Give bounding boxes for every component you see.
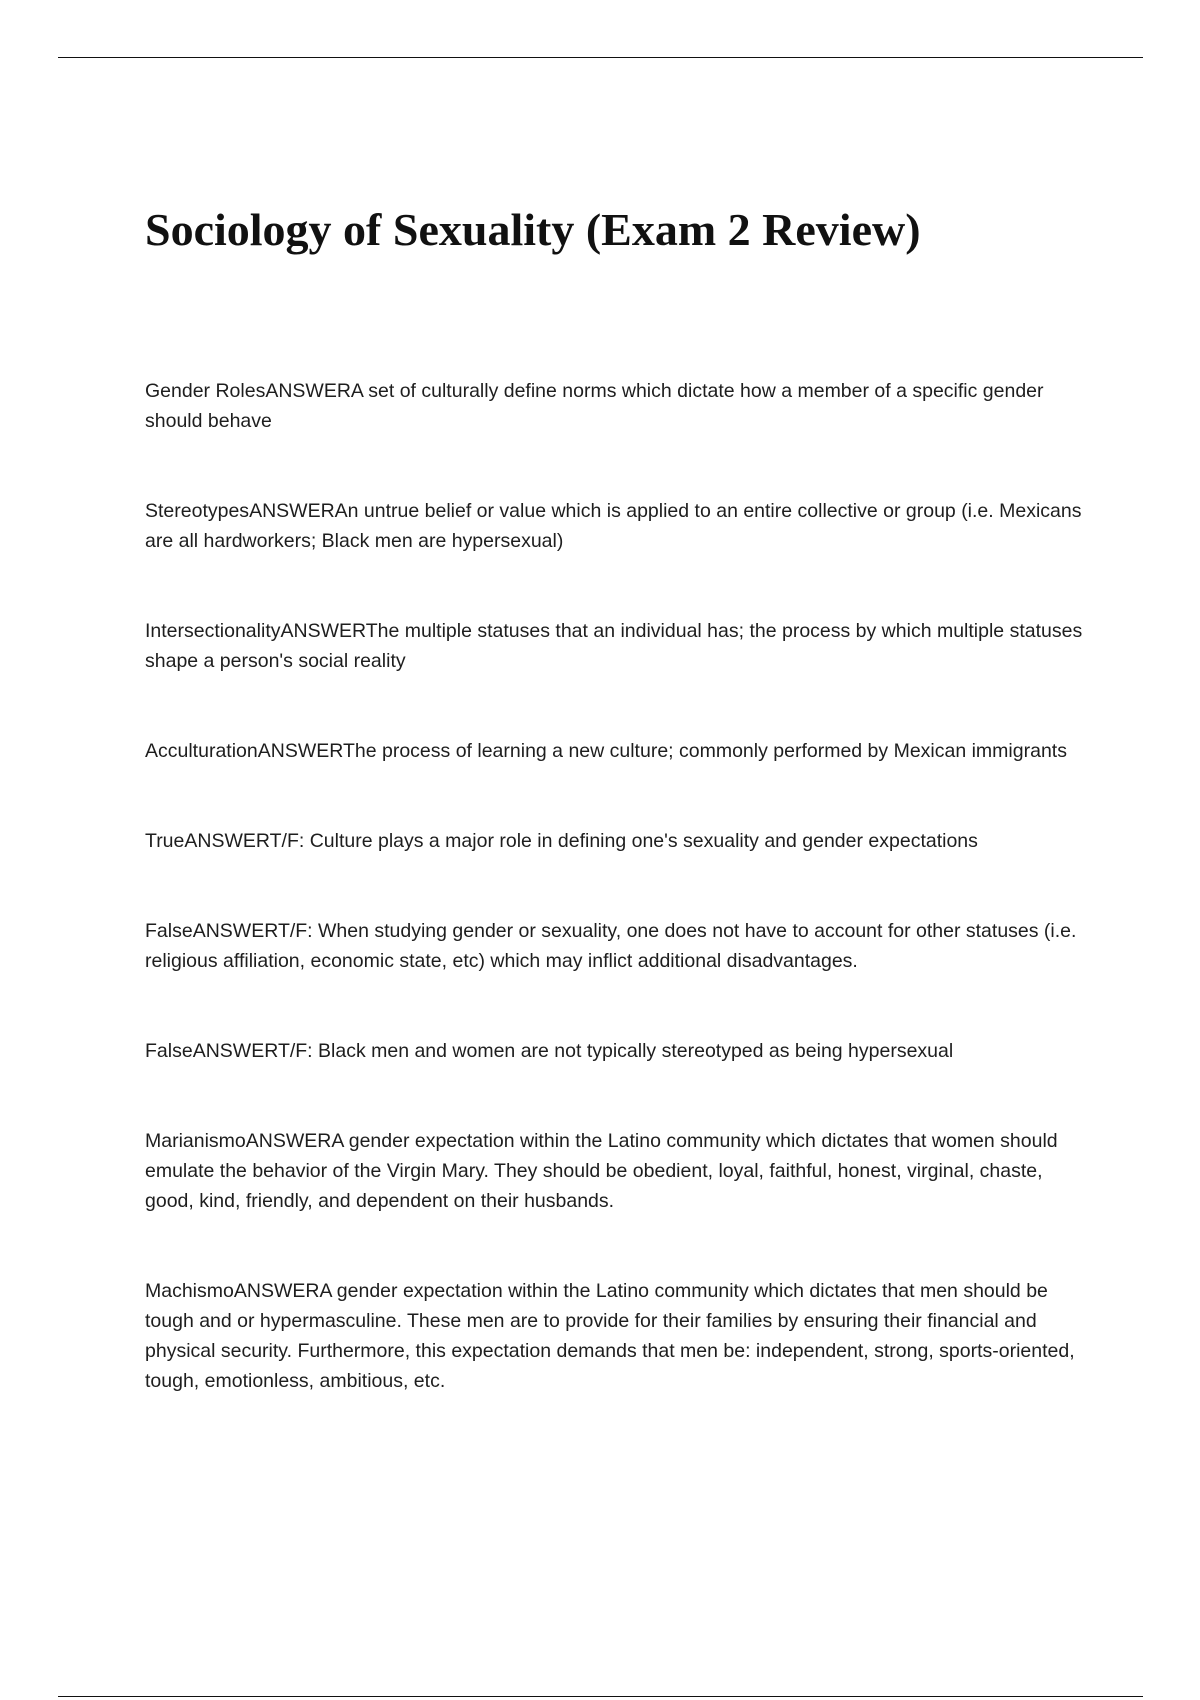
flashcard-entry-machismo bbox=[145, 1276, 1090, 1396]
entry-term: Marianismo bbox=[145, 1130, 246, 1152]
entry-term: True bbox=[145, 830, 185, 852]
flashcard-entry-false-statuses bbox=[145, 916, 1090, 976]
flashcard-entry-false-stereotyped bbox=[145, 1036, 1090, 1066]
flashcard-entry-marianismo bbox=[145, 1126, 1090, 1216]
entry-term: Machismo bbox=[145, 1280, 234, 1302]
entry-definition: T/F: Culture plays a major role in defining one's sexuality and gender expectations bbox=[269, 830, 978, 852]
entry-term: Intersectionality bbox=[145, 620, 281, 642]
entry-answer-marker: ANSWER bbox=[192, 1040, 278, 1062]
entry-definition: A set of culturally define norms which dictate how a member of a specific gender should behave bbox=[145, 380, 1044, 432]
entry-answer-marker: ANSWER bbox=[280, 620, 366, 642]
entry-definition: The process of learning a new culture; commonly performed by Mexican immigrants bbox=[342, 740, 1067, 762]
entry-term: Acculturation bbox=[145, 740, 258, 762]
document-title: Sociology of Sexuality (Exam 2 Review) bbox=[145, 204, 921, 255]
entry-definition: T/F: When studying gender or sexuality, one does not have to account for other statuses (i.e. religious affiliation, economic state, etc) which may inflict additional disadvantages. bbox=[145, 920, 1077, 972]
entry-definition: A gender expectation within the Latino community which dictates that men should be tough and or hypermasculine. These men are to provide for their families by ensuring their financial and physical security. Furthermore, this expectation demands that men be: independent, strong, sports-oriented, tough, emotionless, ambitious, etc. bbox=[145, 1280, 1075, 1392]
entry-definition: T/F: Black men and women are not typically stereotyped as being hypersexual bbox=[277, 1040, 954, 1062]
entry-definition: An untrue belief or value which is applied to an entire collective or group (i.e. Mexicans are all hardworkers; Black men are hypersexual) bbox=[145, 500, 1082, 552]
entry-answer-marker: ANSWER bbox=[265, 380, 351, 402]
flashcard-entry-acculturation bbox=[145, 736, 1090, 766]
entry-answer-marker: ANSWER bbox=[249, 500, 335, 522]
entry-term: Stereotypes bbox=[145, 500, 250, 522]
top-rule bbox=[58, 57, 1143, 58]
flashcard-list bbox=[145, 376, 1090, 1456]
flashcard-entry-gender-roles bbox=[145, 376, 1090, 436]
entry-definition: A gender expectation within the Latino community which dictates that women should emulate the behavior of the Virgin Mary. They should be obedient, loyal, faithful, honest, virginal, chaste, good, kind, friendly, and dependent on their husbands. bbox=[145, 1130, 1058, 1212]
entry-answer-marker: ANSWER bbox=[245, 1130, 332, 1152]
entry-answer-marker: ANSWER bbox=[233, 1280, 320, 1302]
entry-answer-marker: ANSWER bbox=[192, 920, 278, 942]
entry-answer-marker: ANSWER bbox=[184, 830, 270, 852]
entry-term: False bbox=[145, 920, 193, 942]
entry-term: False bbox=[145, 1040, 193, 1062]
entry-answer-marker: ANSWER bbox=[257, 740, 343, 762]
entry-term: Gender Roles bbox=[145, 380, 266, 402]
flashcard-entry-intersectionality bbox=[145, 616, 1090, 676]
bottom-rule bbox=[58, 1696, 1143, 1697]
flashcard-entry-true-culture bbox=[145, 826, 1090, 856]
flashcard-entry-stereotypes bbox=[145, 496, 1090, 556]
entry-definition: The multiple statuses that an individual has; the process by which multiple statuses shape a person's social reality bbox=[145, 620, 1083, 672]
